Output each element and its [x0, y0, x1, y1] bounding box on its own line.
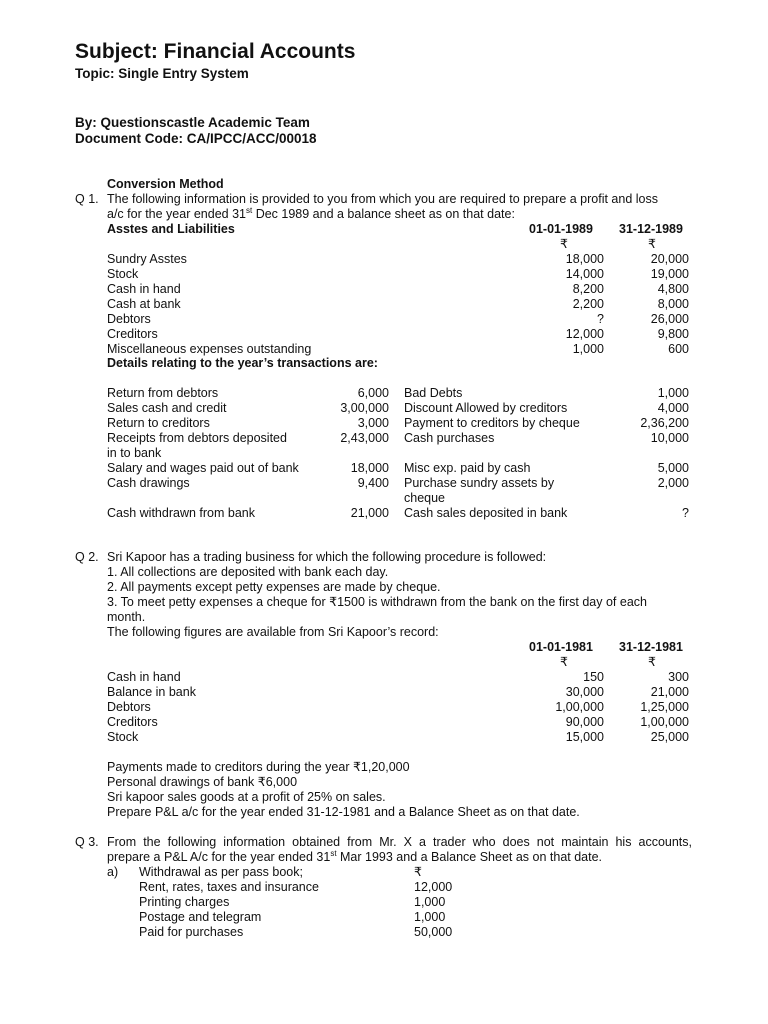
table-row-value-1981-end: 25,000: [650, 730, 689, 744]
table-row-label: Creditors: [107, 715, 158, 729]
detail-right-label: Misc exp. paid by cash: [404, 461, 531, 475]
detail-left-label: Cash withdrawn from bank: [107, 506, 255, 520]
table-row-value-1989-end: 4,800: [657, 282, 689, 296]
q3-a-heading: Withdrawal as per pass book;: [139, 865, 303, 879]
q2-figures-intro: The following figures are available from Sri Kapoor’s record:: [107, 625, 439, 639]
list-item-label: Printing charges: [139, 895, 230, 909]
table-row-value-1981-end: 300: [668, 670, 689, 684]
table-row-value-1989-start: 12,000: [565, 327, 604, 341]
q1-table-header: Asstes and Liabilities: [107, 222, 235, 236]
detail-right-label: Payment to creditors by cheque: [404, 416, 580, 430]
table-row-label: Stock: [107, 730, 139, 744]
table-row-label: Debtors: [107, 312, 151, 326]
q2-col2-currency: ₹: [648, 655, 656, 669]
detail-right-value: 10,000: [650, 431, 689, 445]
q2-point1: 1. All collections are deposited with bank each day.: [107, 565, 389, 579]
q2-intro: Sri Kapoor has a trading business for which the following procedure is followed:: [107, 550, 547, 564]
detail-left-label: Receipts from debtors deposited: [107, 431, 287, 445]
detail-left-value: 9,400: [357, 476, 389, 490]
q1-col2-header: 31-12-1989: [619, 222, 683, 236]
detail-right-label-cont: cheque: [404, 491, 446, 505]
table-row-value-1981-start: 90,000: [565, 715, 604, 729]
q1-text-line2: a/c for the year ended 31st Dec 1989 and a balance sheet as on that date:: [107, 205, 515, 221]
detail-left-value: 3,00,000: [340, 401, 389, 415]
table-row-value-1981-end: 1,25,000: [640, 700, 689, 714]
table-row-value-1981-end: 21,000: [650, 685, 689, 699]
list-item-label: Rent, rates, taxes and insurance: [139, 880, 319, 894]
table-row-label: Stock: [107, 267, 139, 281]
q1-text-line1: The following information is provided to you from which you are required to prepare a profit and loss: [107, 192, 658, 206]
detail-left-value: 21,000: [350, 506, 389, 520]
table-row-label: Creditors: [107, 327, 158, 341]
q3-a-label: a): [107, 865, 119, 879]
q2-col1-currency: ₹: [560, 655, 568, 669]
detail-left-value: 3,000: [357, 416, 389, 430]
q1-col1-header: 01-01-1989: [529, 222, 593, 236]
table-row-label: Miscellaneous expenses outstanding: [107, 342, 312, 356]
list-item-value: 1,000: [414, 895, 446, 909]
q2-note3: Sri kapoor sales goods at a profit of 25% on sales.: [107, 790, 386, 804]
table-row-value-1981-end: 1,00,000: [640, 715, 689, 729]
q1-details-header: Details relating to the year’s transactions are:: [107, 356, 378, 370]
q2-point3: 3. To meet petty expenses a cheque for ₹1500 is withdrawn from the bank on the first day of each: [107, 595, 647, 609]
q1-col2-currency: ₹: [648, 237, 656, 251]
table-row-value-1989-start: 2,200: [572, 297, 604, 311]
detail-left-label: Salary and wages paid out of bank: [107, 461, 299, 475]
detail-left-label-cont: in to bank: [107, 446, 162, 460]
list-item-label: Postage and telegram: [139, 910, 262, 924]
detail-left-value: 18,000: [350, 461, 389, 475]
table-row-value-1981-start: 150: [583, 670, 604, 684]
detail-right-value: 2,36,200: [640, 416, 689, 430]
detail-right-value: ?: [682, 506, 689, 520]
table-row-value-1989-end: 600: [668, 342, 689, 356]
table-row-value-1989-start: 1,000: [572, 342, 604, 356]
topic-line: Topic: Single Entry System: [75, 66, 249, 81]
detail-right-value: 5,000: [657, 461, 689, 475]
detail-left-label: Return to creditors: [107, 416, 210, 430]
author-line: By: Questionscastle Academic Team: [75, 115, 310, 130]
table-row-label: Balance in bank: [107, 685, 196, 699]
table-row-value-1981-start: 1,00,000: [555, 700, 604, 714]
q2-note1: Payments made to creditors during the year ₹1,20,000: [107, 760, 410, 774]
table-row-value-1989-end: 8,000: [657, 297, 689, 311]
document-code: Document Code: CA/IPCC/ACC/00018: [75, 131, 317, 146]
table-row-value-1989-start: 18,000: [565, 252, 604, 266]
table-row-value-1989-end: 9,800: [657, 327, 689, 341]
section-title: Conversion Method: [107, 177, 224, 191]
list-item-value: 1,000: [414, 910, 446, 924]
detail-right-value: 2,000: [657, 476, 689, 490]
table-row-label: Cash in hand: [107, 670, 181, 684]
table-row-label: Sundry Asstes: [107, 252, 187, 266]
table-row-value-1989-end: 26,000: [650, 312, 689, 326]
detail-right-label: Bad Debts: [404, 386, 463, 400]
table-row-value-1989-start: 14,000: [565, 267, 604, 281]
detail-left-label: Sales cash and credit: [107, 401, 227, 415]
subject-title: Subject: Financial Accounts: [75, 40, 356, 63]
q3-text-line2: prepare a P&L A/c for the year ended 31st Mar 1993 and a Balance Sheet as on that date.: [107, 848, 603, 864]
detail-left-value: 6,000: [357, 386, 389, 400]
q2-note4: Prepare P&L a/c for the year ended 31-12-1981 and a Balance Sheet as on that date.: [107, 805, 580, 819]
list-item-label: Paid for purchases: [139, 925, 244, 939]
detail-left-value: 2,43,000: [340, 431, 389, 445]
table-row-value-1989-end: 19,000: [650, 267, 689, 281]
list-item-value: 12,000: [414, 880, 453, 894]
detail-right-value: 4,000: [657, 401, 689, 415]
q1-number: Q 1.: [75, 192, 99, 206]
detail-left-label: Cash drawings: [107, 476, 190, 490]
q3-number: Q 3.: [75, 835, 99, 849]
table-row-value-1981-start: 30,000: [565, 685, 604, 699]
detail-right-label: Discount Allowed by creditors: [404, 401, 568, 415]
q2-col2-header: 31-12-1981: [619, 640, 683, 654]
list-item-value: 50,000: [414, 925, 453, 939]
table-row-value-1989-start: 8,200: [572, 282, 604, 296]
table-row-value-1981-start: 15,000: [565, 730, 604, 744]
table-row-label: Cash at bank: [107, 297, 181, 311]
table-row-label: Debtors: [107, 700, 151, 714]
detail-right-label: Purchase sundry assets by: [404, 476, 555, 490]
table-row-value-1989-start: ?: [597, 312, 604, 326]
q3-text-line1: From the following information obtained from Mr. X a trader who does not maintain his accounts,: [107, 835, 692, 849]
detail-right-value: 1,000: [657, 386, 689, 400]
table-row-label: Cash in hand: [107, 282, 181, 296]
q3-currency: ₹: [414, 865, 422, 879]
q2-point2: 2. All payments except petty expenses are made by cheque.: [107, 580, 441, 594]
q1-col1-currency: ₹: [560, 237, 568, 251]
q2-number: Q 2.: [75, 550, 99, 564]
q2-note2: Personal drawings of bank ₹6,000: [107, 775, 298, 789]
detail-right-label: Cash purchases: [404, 431, 495, 445]
q2-point3-cont: month.: [107, 610, 146, 624]
detail-left-label: Return from debtors: [107, 386, 219, 400]
q2-col1-header: 01-01-1981: [529, 640, 593, 654]
table-row-value-1989-end: 20,000: [650, 252, 689, 266]
detail-right-label: Cash sales deposited in bank: [404, 506, 568, 520]
